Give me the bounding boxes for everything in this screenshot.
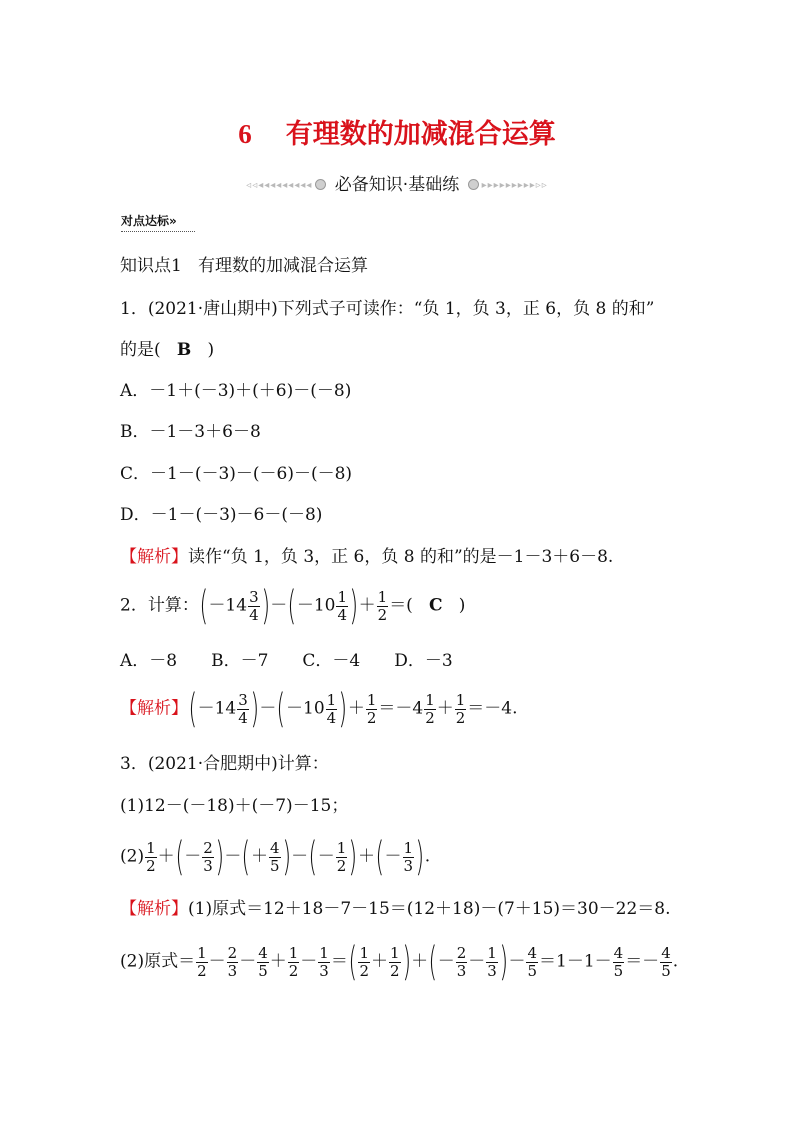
q2-frac1: $\frac{3}{4}$ bbox=[249, 587, 259, 624]
q2-option-c: C．－4 bbox=[302, 651, 361, 671]
q2-frac2: $\frac{1}{4}$ bbox=[337, 587, 348, 624]
q3-analysis-label: 【解析】 bbox=[120, 899, 188, 919]
q2-stem: 2．计算：(－14 $\frac{3}{4}$ )－(－10 $\frac{1}{4}$ )＋ $\frac{1}{2}$ ＝( C ) bbox=[120, 583, 466, 629]
q2-option-a: A．－8 bbox=[120, 651, 178, 671]
q2-frac3: $\frac{1}{2}$ bbox=[377, 587, 388, 624]
q2-answer: C bbox=[429, 595, 443, 616]
q2-analysis-eq2: ＝－4. bbox=[467, 698, 518, 719]
q1-stem-suffix: ) bbox=[207, 340, 215, 360]
q3-analysis-1 bbox=[120, 898, 671, 920]
q1-analysis bbox=[120, 546, 613, 568]
q1-option-d: D．－1－(－3)－6－(－8) bbox=[120, 505, 323, 525]
q3-stem: 3．(2021·合肥期中)计算： bbox=[120, 754, 329, 774]
q3-analysis-2: (2)原式＝ $\frac{1}{2}$ － $\frac{2}{3}$ － $\frac{4}{5}$ ＋ $\frac{1}{2}$ － $\frac{1}{3}$ ＝( $\frac{1}{2}$ ＋ $\frac{1}{2}$ )＋(－ $\frac{2}{3}$ － $\frac{1}{3}$ )－ $\frac{4}{5}$ ＝1－1－ $\frac{4}{5}$ ＝－ $\frac{4}{5}$ . bbox=[120, 939, 679, 985]
lesson-number: 6 bbox=[238, 119, 252, 149]
q2-analysis-label: 【解析】 bbox=[120, 698, 188, 719]
q2-term1: －14 bbox=[208, 595, 248, 616]
section-subtitle bbox=[0, 170, 794, 195]
tag-mark: » bbox=[169, 214, 177, 228]
knowledge-point-title: 有理数的加减混合运算 bbox=[198, 256, 369, 276]
q2-term2: －10 bbox=[296, 595, 336, 616]
q2-eq: ＝( bbox=[389, 595, 413, 616]
q2-minus: － bbox=[270, 595, 288, 616]
q2-analysis-eq1: ＝－4 bbox=[378, 698, 424, 719]
q3-analysis-part1: (1)原式＝12＋18－7－15＝(12＋18)－(7＋15)＝30－22＝8. bbox=[188, 899, 671, 919]
q3-part2-label: (2) bbox=[120, 846, 145, 867]
q1-stem-line1: 1．(2021·唐山期中)下列式子可读作：“负 1，负 3，正 6，负 8 的和” bbox=[120, 299, 655, 319]
q3-part2: (2) $\frac{1}{2}$ ＋(－ $\frac{2}{3}$ )－(＋ $\frac{4}{5}$ )－(－ $\frac{1}{2}$ )＋(－ $\frac{1}{3}$ ). bbox=[120, 834, 431, 880]
tag-text: 对点达标 bbox=[121, 214, 170, 228]
q3-part1: (1)12－(－18)＋(－7)－15； bbox=[120, 796, 349, 816]
page-title bbox=[0, 112, 794, 151]
q2-close: ) bbox=[458, 595, 466, 616]
knowledge-point-label: 知识点1 bbox=[120, 256, 182, 276]
q2-option-d: D．－3 bbox=[394, 651, 453, 671]
q1-stem-prefix: 的是( bbox=[120, 340, 161, 360]
q1-analysis-label: 【解析】 bbox=[120, 547, 188, 567]
q2-options bbox=[120, 650, 453, 672]
knowledge-point-heading bbox=[120, 255, 368, 277]
q2-plus: ＋ bbox=[358, 595, 376, 616]
q1-option-c: C．－1－(－3)－(－6)－(－8) bbox=[120, 464, 353, 484]
left-decoration-icon: ◃◃◂◂◂◂◂◂◂◂◂ bbox=[246, 180, 329, 191]
q2-analysis: 【解析】(－14 $\frac{3}{4}$ )－(－10 $\frac{1}{4}$ )＋ $\frac{1}{2}$ ＝－4 $\frac{1}{2}$ ＋ $\frac{1}{2}$ ＝－4. bbox=[120, 686, 518, 732]
q1-answer: B bbox=[176, 340, 192, 360]
q1-option-b: B．－1－3＋6－8 bbox=[120, 422, 261, 442]
subtitle-text: 必备知识·基础练 bbox=[334, 175, 460, 195]
q1-option-a: A．－1＋(－3)＋(＋6)－(－8) bbox=[120, 381, 352, 401]
q1-stem-line2 bbox=[120, 339, 214, 361]
section-tag bbox=[121, 212, 195, 232]
q3-analysis-part2-label: (2)原式＝ bbox=[120, 951, 196, 972]
q1-analysis-text: 读作“负 1，负 3，正 6，负 8 的和”的是－1－3＋6－8. bbox=[188, 547, 614, 567]
q2-prefix: 2．计算： bbox=[120, 595, 199, 616]
right-decoration-icon: ▸▸▸▸▸▸▸▸▸▹▹ bbox=[465, 180, 548, 191]
lesson-title: 有理数的加减混合运算 bbox=[285, 119, 556, 150]
q2-option-b: B．－7 bbox=[211, 651, 269, 671]
